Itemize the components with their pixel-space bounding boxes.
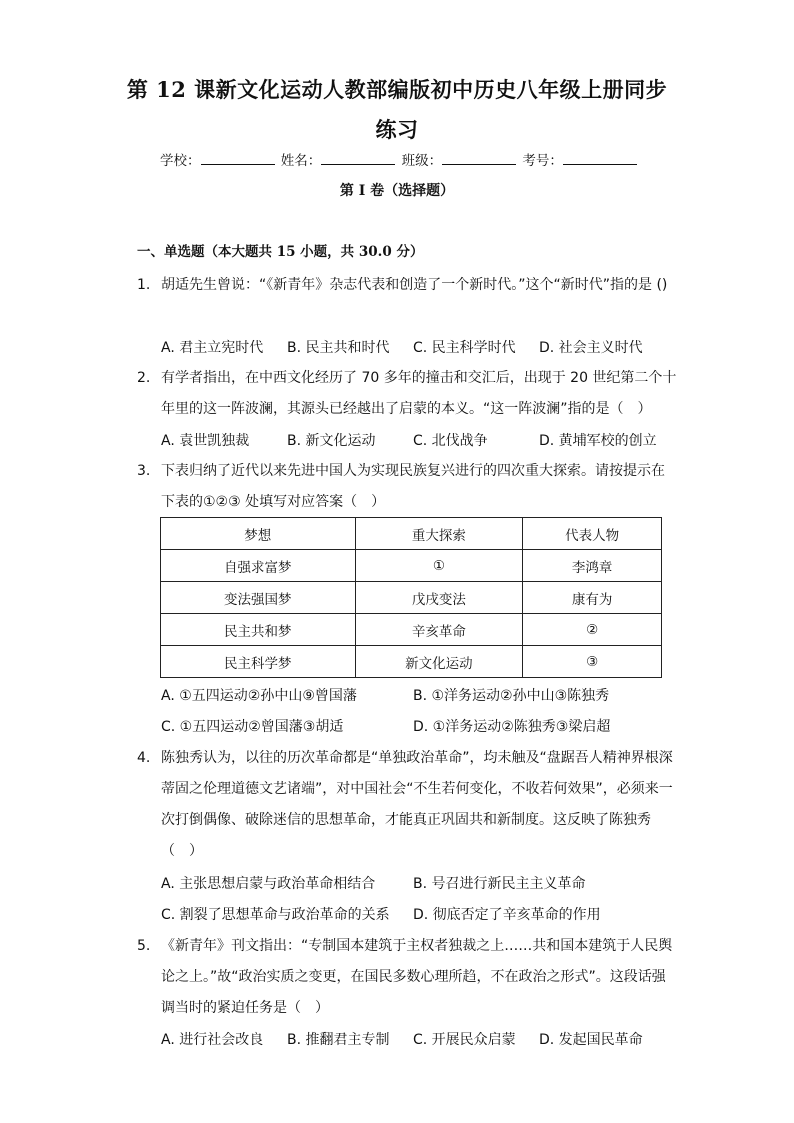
- question-text: 胡适先生曾说：“《新青年》杂志代表和创造了一个新时代。”这个“新时代”指的是 (): [161, 277, 668, 293]
- table-row: [161, 550, 662, 582]
- table-cell: 民主共和梦: [161, 614, 356, 646]
- table-row: [161, 646, 662, 678]
- table-cell: 民主科学梦: [161, 646, 356, 678]
- option-d[interactable]: D. ①洋务运动②陈独秀③梁启超: [413, 719, 611, 735]
- question-5: [137, 931, 677, 1024]
- question-4: [137, 743, 677, 867]
- question-number: 5.: [137, 938, 151, 954]
- table-cell: 自强求富梦: [161, 550, 356, 582]
- question-number: 4.: [137, 750, 151, 766]
- option-d[interactable]: D. 社会主义时代: [539, 340, 643, 356]
- title-line-2: 练习: [375, 117, 419, 142]
- table-cell: 李鸿章: [523, 550, 662, 582]
- option-d[interactable]: D. 黄埔军校的创立: [539, 433, 657, 449]
- question-number: 1.: [137, 277, 151, 293]
- school-label: 学校：: [160, 153, 201, 169]
- option-a[interactable]: A. 袁世凯独裁: [161, 433, 250, 449]
- table-header-cell: 代表人物: [523, 518, 662, 550]
- option-b[interactable]: B. ①洋务运动②孙中山③陈独秀: [413, 688, 610, 704]
- name-label: 姓名：: [280, 153, 322, 169]
- option-b[interactable]: B. 推翻君主专制: [287, 1032, 390, 1048]
- table-header-cell: 梦想: [161, 518, 356, 550]
- table-row: [161, 614, 662, 646]
- table-row: [161, 582, 662, 614]
- exploration-table: [160, 517, 662, 678]
- class-label: 班级：: [401, 153, 443, 169]
- volume-heading: 第 I 卷（选择题）: [339, 183, 455, 199]
- exam-no-label: 考号：: [522, 153, 563, 169]
- student-info-line: [160, 150, 640, 170]
- name-blank[interactable]: [321, 150, 395, 165]
- table-header-row: [161, 518, 662, 550]
- table-header-cell: 重大探索: [355, 518, 523, 550]
- option-d[interactable]: D. 彻底否定了辛亥革命的作用: [413, 907, 601, 923]
- option-b[interactable]: B. 新文化运动: [287, 433, 376, 449]
- question-text: 《新青年》刊文指出：“专制国本建筑于主权者独裁之上……共和国本建筑于人民舆论之上。”故“政治实质之变更，在国民多数心理所趋，不在政治之形式”。这段话强调当时的紧迫任务是（ ）: [161, 938, 673, 1016]
- table-cell: ①: [355, 550, 523, 582]
- section-heading: 一、单选题（本大题共 15 小题，共 30.0 分）: [137, 244, 424, 260]
- document-title: [100, 70, 694, 150]
- option-c[interactable]: C. 北伐战争: [413, 433, 488, 449]
- question-3: [137, 456, 677, 518]
- option-c[interactable]: C. 割裂了思想革命与政治革命的关系: [161, 907, 390, 923]
- question-1: [137, 270, 677, 301]
- question-text: 下表归纳了近代以来先进中国人为实现民族复兴进行的四次重大探索。请按提示在下表的①②③ 处填写对应答案（ ）: [161, 463, 665, 510]
- class-blank[interactable]: [442, 150, 516, 165]
- option-d[interactable]: D. 发起国民革命: [539, 1032, 643, 1048]
- exam-no-blank[interactable]: [563, 150, 637, 165]
- table-cell: 戊戌变法: [355, 582, 523, 614]
- option-a[interactable]: A. 主张思想启蒙与政治革命相结合: [161, 876, 376, 892]
- table-cell: 变法强国梦: [161, 582, 356, 614]
- school-blank[interactable]: [201, 150, 275, 165]
- table-cell: 康有为: [523, 582, 662, 614]
- option-b[interactable]: B. 民主共和时代: [287, 340, 390, 356]
- table-cell: ②: [523, 614, 662, 646]
- question-2: [137, 363, 677, 425]
- table-cell: 新文化运动: [355, 646, 523, 678]
- option-c[interactable]: C. 民主科学时代: [413, 340, 516, 356]
- option-a[interactable]: A. 君主立宪时代: [161, 340, 264, 356]
- question-text: 陈独秀认为，以往的历次革命都是“单独政治革命”，均未触及“盘踞吾人精神界根深蒂固之伦理道德文艺诸端”，对中国社会“不生若何变化，不收若何效果”，必须来一次打倒偶像、破除迷信的思想革命，才能真正巩固共和新制度。这反映了陈独秀（ ）: [161, 750, 673, 859]
- question-text: 有学者指出，在中西文化经历了 70 多年的撞击和交汇后，出现于 20 世纪第二个十年里的这一阵波澜，其源头已经越出了启蒙的本义。“这一阵波澜”指的是（ ）: [161, 370, 677, 417]
- table-cell: ③: [523, 646, 662, 678]
- question-number: 2.: [137, 370, 151, 386]
- option-c[interactable]: C. ①五四运动②曾国藩③胡适: [161, 719, 344, 735]
- question-number: 3.: [137, 463, 151, 479]
- option-b[interactable]: B. 号召进行新民主主义革命: [413, 876, 586, 892]
- option-a[interactable]: A. 进行社会改良: [161, 1032, 264, 1048]
- option-c[interactable]: C. 开展民众启蒙: [413, 1032, 516, 1048]
- title-line-1: 第 12 课新文化运动人教部编版初中历史八年级上册同步: [126, 77, 668, 102]
- option-a[interactable]: A. ①五四运动②孙中山⑨曾国藩: [161, 688, 357, 704]
- table-cell: 辛亥革命: [355, 614, 523, 646]
